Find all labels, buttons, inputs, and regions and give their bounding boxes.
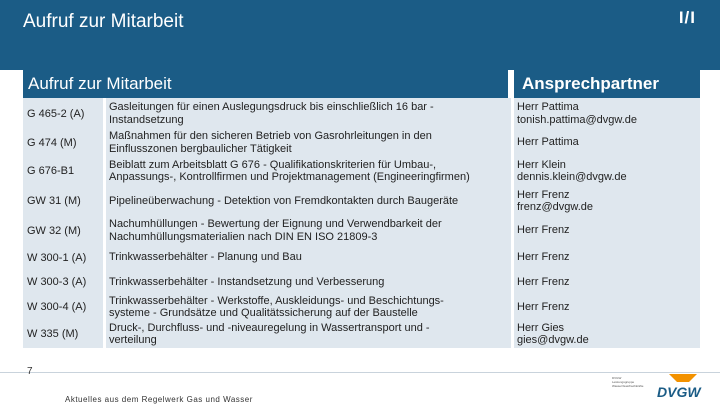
table-row [23, 186, 700, 217]
table-row [23, 270, 700, 295]
row-description: Gasleitungen für einen Auslegungsdruck bis einschließlich 16 bar - Instandsetzung [106, 98, 511, 129]
table-row [23, 129, 700, 157]
column-header-contact: Ansprechpartner [514, 70, 700, 98]
row-code: GW 32 (M) [23, 216, 103, 245]
header-band-lower [0, 48, 720, 70]
row-contact: Herr Frenz [514, 270, 700, 294]
row-code: W 300-4 (A) [23, 294, 103, 320]
footer-divider [0, 372, 720, 373]
row-contact: Herr Gies gies@dvgw.de [514, 320, 700, 348]
row-code: G 465-2 (A) [23, 98, 103, 129]
row-code: W 335 (M) [23, 320, 103, 348]
row-description: Trinkwasserbehälter - Planung und Bau [106, 245, 511, 270]
row-contact: Herr Klein dennis.klein@dvgw.de [514, 156, 700, 186]
row-description: Maßnahmen für den sicheren Betrieb von Gasrohrleitungen in den Einflusszonen bergbaulicher Tätigkeit [106, 129, 511, 156]
table-row [23, 98, 700, 130]
row-contact: Herr Pattima [514, 129, 700, 156]
partner-logo: DVGW Leistungsgruppe Wasser/Gas/Fachkräfte [612, 376, 644, 388]
row-code: GW 31 (M) [23, 186, 103, 216]
row-code: G 676-B1 [23, 156, 103, 186]
column-header-topic: Aufruf zur Mitarbeit [23, 70, 508, 98]
dvgw-logo-text: DVGW [657, 384, 701, 400]
table-row [23, 156, 700, 187]
row-contact: Herr Frenz [514, 294, 700, 320]
table-row [23, 320, 700, 349]
row-description: Pipelineüberwachung - Detektion von Fremdkontakten durch Baugeräte [106, 186, 511, 216]
row-contact: Herr Frenz [514, 245, 700, 270]
footer-caption: Aktuelles aus dem Regelwerk Gas und Wasser [65, 395, 253, 404]
row-description: Nachumhüllungen - Bewertung der Eignung und Verwendbarkeit der Nachumhüllungsmaterialien nach DIN EN ISO 21809-3 [106, 216, 511, 245]
page-number: 7 [27, 366, 33, 377]
table-row [23, 245, 700, 271]
row-description: Trinkwasserbehälter - Instandsetzung und Verbesserung [106, 270, 511, 294]
header-code: I/I [678, 8, 696, 27]
row-code: W 300-3 (A) [23, 270, 103, 294]
row-description: Trinkwasserbehälter - Werkstoffe, Auskleidungs- und Beschichtungs- systeme - Grundsätze und Qualitätssicherung auf der Baustelle [106, 294, 511, 320]
row-contact: Herr Pattima tonish.pattima@dvgw.de [514, 98, 700, 129]
row-description: Beiblatt zum Arbeitsblatt G 676 - Qualifikationskriterien für Umbau-, Anpassungs-, Kontrollfirmen und Projektmanagement (Engineeringfirmen) [106, 156, 511, 186]
row-code: W 300-1 (A) [23, 245, 103, 270]
row-code: G 474 (M) [23, 129, 103, 156]
row-contact: Herr Frenz [514, 216, 700, 245]
row-description: Druck-, Durchfluss- und -niveauregelung in Wassertransport und - verteilung [106, 320, 511, 348]
page-title: Aufruf zur Mitarbeit [23, 11, 184, 32]
table-row [23, 294, 700, 321]
row-contact: Herr Frenz frenz@dvgw.de [514, 186, 700, 216]
table-row [23, 216, 700, 246]
